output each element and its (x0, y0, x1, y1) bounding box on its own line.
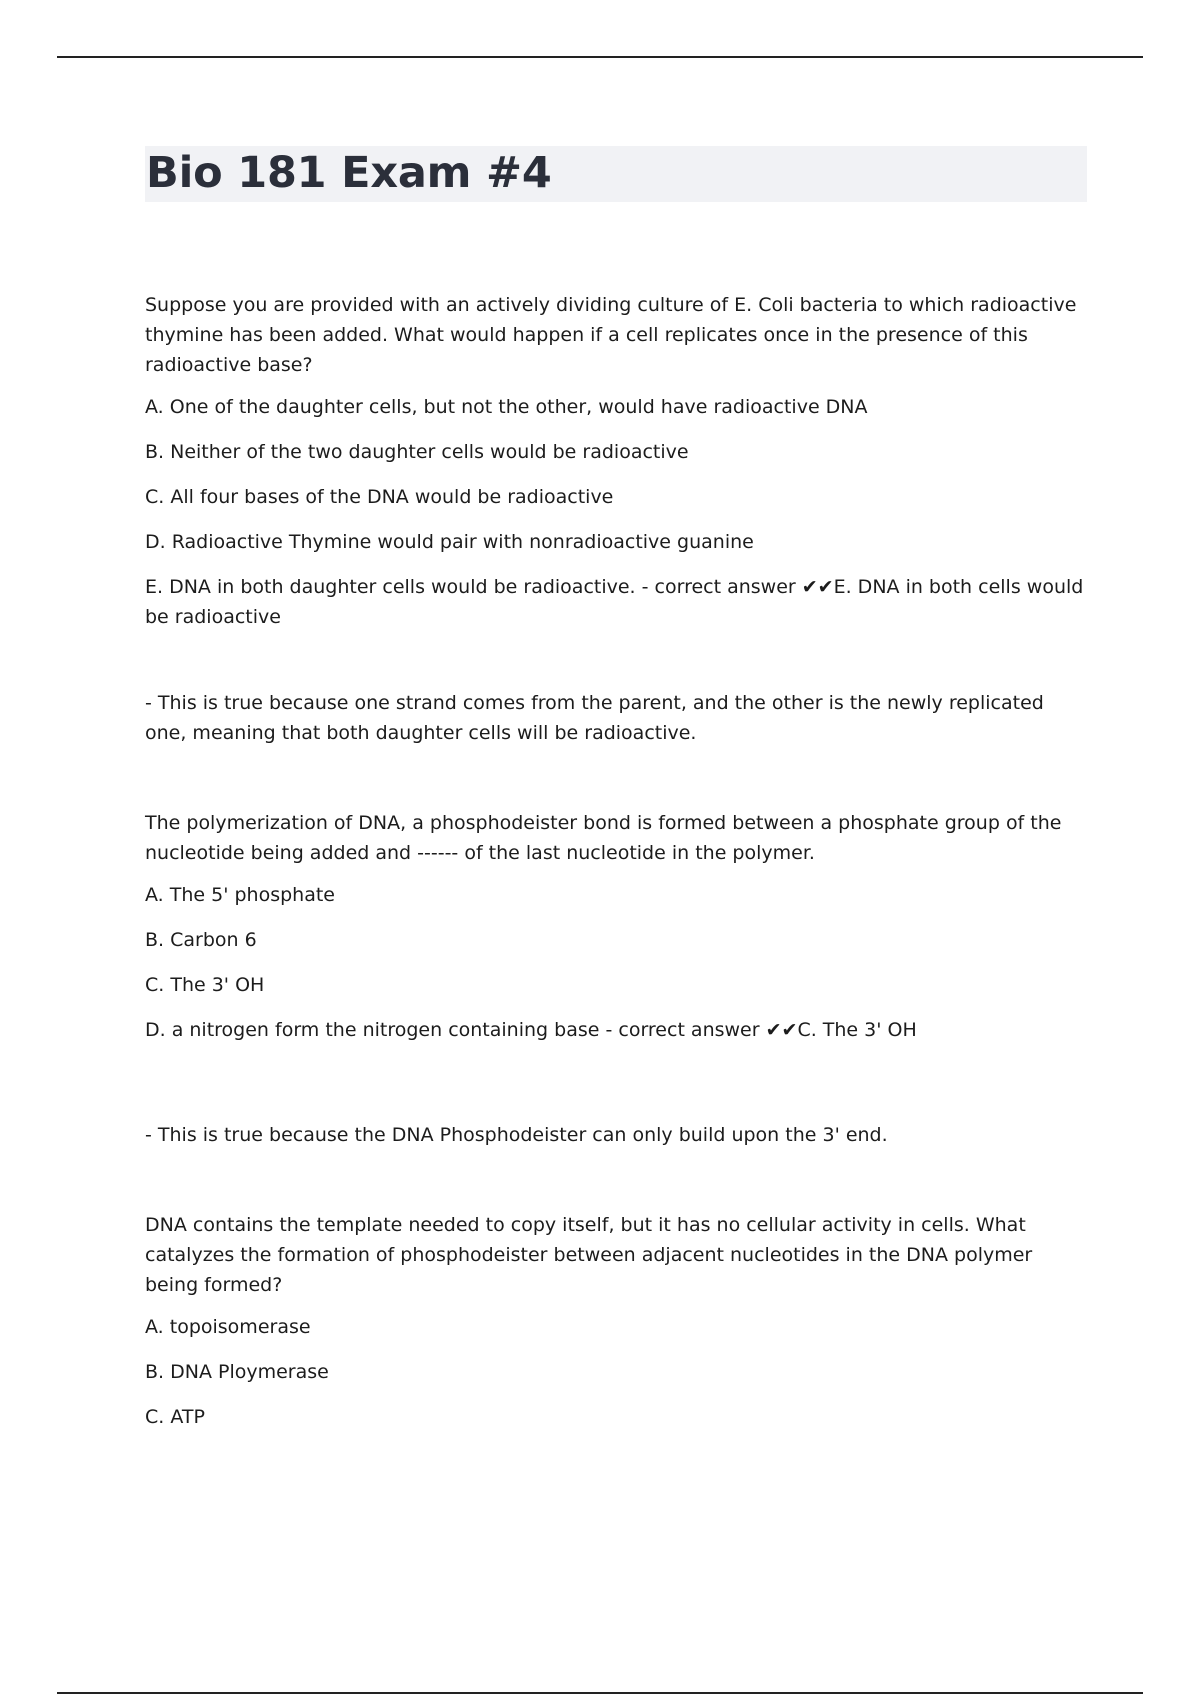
answer-option: C. The 3' OH (145, 974, 265, 996)
answer-option-correct: E. DNA in both daughter cells would be radioactive. - correct answer ✔✔E. DNA in both cells would be radioactive (145, 576, 1084, 628)
answer-option: B. Carbon 6 (145, 929, 257, 951)
answer-option-correct: D. a nitrogen form the nitrogen containing base - correct answer ✔✔C. The 3' OH (145, 1019, 917, 1041)
document-body (145, 290, 1090, 1447)
question-prompt: DNA contains the template needed to copy itself, but it has no cellular activity in cells. What catalyzes the formation of phosphodeister between adjacent nucleotides in the DNA polymer being formed? (145, 1214, 1033, 1296)
answer-option: A. One of the daughter cells, but not the other, would have radioactive DNA (145, 396, 868, 418)
bottom-divider (57, 1692, 1143, 1694)
question-prompt: The polymerization of DNA, a phosphodeister bond is formed between a phosphate group of the nucleotide being added and ------ of the last nucleotide in the polymer. (145, 812, 1062, 864)
document-title: Bio 181 Exam #4 (146, 148, 552, 198)
answer-option: B. DNA Ploymerase (145, 1361, 329, 1383)
question-prompt: Suppose you are provided with an actively dividing culture of E. Coli bacteria to which radioactive thymine has been added. What would happen if a cell replicates once in the presence of this radioactive base? (145, 294, 1077, 376)
answer-option: A. topoisomerase (145, 1316, 311, 1338)
answer-option: A. The 5' phosphate (145, 884, 335, 906)
answer-explanation: - This is true because the DNA Phosphodeister can only build upon the 3' end. (145, 1124, 888, 1146)
top-divider (57, 56, 1143, 58)
answer-option: D. Radioactive Thymine would pair with nonradioactive guanine (145, 531, 754, 553)
answer-option: C. All four bases of the DNA would be radioactive (145, 486, 614, 508)
answer-explanation: - This is true because one strand comes from the parent, and the other is the newly replicated one, meaning that both daughter cells will be radioactive. (145, 692, 1044, 744)
answer-option: C. ATP (145, 1406, 205, 1428)
answer-option: B. Neither of the two daughter cells would be radioactive (145, 441, 689, 463)
